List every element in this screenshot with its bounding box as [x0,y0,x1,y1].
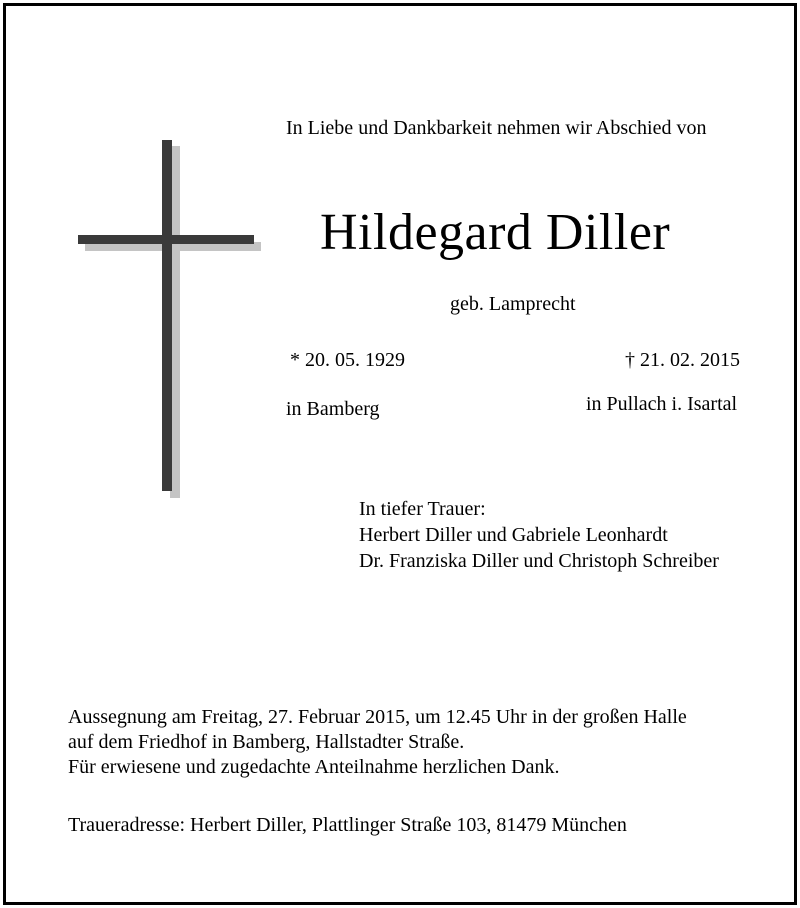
cross-icon [70,132,270,504]
mourners-block [359,496,719,574]
deceased-name: Hildegard Diller [320,204,671,261]
death-place: in Pullach i. Isartal [586,393,738,415]
birth-date: * 20. 05. 1929 [290,349,405,371]
intro-text: In Liebe und Dankbarkeit nehmen wir Abschied von [286,117,707,139]
funeral-notice [68,705,687,780]
maiden-name: geb. Lamprecht [450,293,576,315]
cross-body [78,140,254,491]
notice-line: Aussegnung am Freitag, 27. Februar 2015, um 12.45 Uhr in der großen Halle [68,706,687,728]
mourners-heading: In tiefer Trauer: [359,498,486,520]
cross-shadow [85,146,261,498]
mourner-line: Dr. Franziska Diller und Christoph Schreiber [359,550,719,572]
mourning-address: Traueradresse: Herbert Diller, Plattlinger Straße 103, 81479 München [68,814,627,836]
death-date: † 21. 02. 2015 [625,349,740,371]
mourner-line: Herbert Diller und Gabriele Leonhardt [359,524,668,546]
notice-line: Für erwiesene und zugedachte Anteilnahme herzlichen Dank. [68,756,560,778]
birth-place: in Bamberg [286,398,380,420]
notice-line: auf dem Friedhof in Bamberg, Hallstadter Straße. [68,731,465,753]
